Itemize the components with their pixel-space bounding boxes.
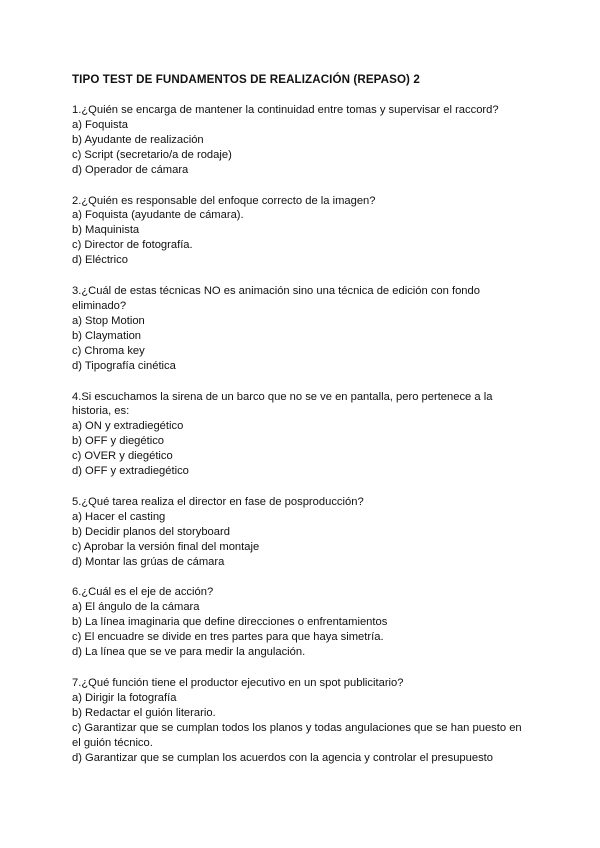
- answer-option-c: c) OVER y diegético: [72, 450, 173, 463]
- question-text: 7.¿Qué función tiene el productor ejecutivo en un spot publicitario?: [72, 677, 404, 689]
- answer-option-d: d) La línea que se ve para medir la angulación.: [72, 646, 306, 659]
- answer-option-a: a) Foquista (ayudante de cámara).: [72, 209, 244, 222]
- answer-option-a: a) ON y extradiegético: [72, 420, 184, 433]
- answer-option-c: c) Script (secretario/a de rodaje): [72, 148, 232, 161]
- answer-option-a: a) Dirigir la fotografía: [72, 691, 177, 704]
- question-text: 3.¿Cuál de estas técnicas NO es animación sino una técnica de edición con fondo eliminado?: [72, 285, 480, 312]
- question-text: 5.¿Qué tarea realiza el director en fase de posproducción?: [72, 495, 364, 508]
- question-5: [72, 495, 530, 570]
- question-3: [72, 284, 530, 373]
- question-4: [72, 390, 530, 479]
- answer-option-b: b) Redactar el guión literario.: [72, 706, 216, 719]
- answer-option-c: c) Chroma key: [72, 344, 145, 357]
- answer-option-d: d) Eléctrico: [72, 254, 128, 267]
- answer-option-a: a) Foquista: [72, 118, 128, 131]
- answer-option-b: b) OFF y diegético: [72, 435, 165, 448]
- question-text: 4.Si escuchamos la sirena de un barco que no se ve en pantalla, pero pertenece a la historia, es:: [72, 390, 493, 418]
- answer-option-a: a) Stop Motion: [72, 314, 145, 327]
- answer-option-b: b) Ayudante de realización: [72, 133, 204, 146]
- answer-option-c: c) Aprobar la versión final del montaje: [72, 540, 260, 553]
- question-6: [72, 585, 530, 660]
- answer-option-a: a) El ángulo de la cámara: [72, 601, 200, 614]
- question-1: [72, 103, 530, 178]
- answer-option-d: d) Garantizar que se cumplan los acuerdos con la agencia y controlar el presupuesto: [72, 751, 494, 764]
- answer-option-d: d) Montar las grúas de cámara: [72, 555, 225, 568]
- question-7: [72, 676, 530, 765]
- answer-option-c: c) Director de fotografía.: [72, 239, 193, 252]
- answer-option-d: d) Operador de cámara: [72, 163, 189, 176]
- answer-option-d: d) Tipografía cinética: [72, 359, 176, 372]
- document-title: TIPO TEST DE FUNDAMENTOS DE REALIZACIÓN (REPASO) 2: [72, 73, 420, 86]
- answer-option-b: b) Maquinista: [72, 224, 140, 237]
- question-text: 1.¿Quién se encarga de mantener la continuidad entre tomas y supervisar el raccord?: [72, 104, 499, 116]
- answer-option-b: b) Decidir planos del storyboard: [72, 525, 230, 538]
- answer-option-c: c) Garantizar que se cumplan todos los planos y todas angulaciones que se han puesto en el guión técnico.: [72, 721, 522, 749]
- answer-option-b: b) Claymation: [72, 329, 142, 342]
- question-text: 6.¿Cuál es el eje de acción?: [72, 586, 214, 599]
- answer-option-a: a) Hacer el casting: [72, 510, 166, 523]
- answer-option-b: b) La línea imaginaria que define direcciones o enfrentamientos: [72, 616, 388, 629]
- answer-option-d: d) OFF y extradiegético: [72, 465, 189, 478]
- answer-option-c: c) El encuadre se divide en tres partes para que haya simetría.: [72, 631, 384, 644]
- question-text: 2.¿Quién es responsable del enfoque correcto de la imagen?: [72, 194, 376, 207]
- question-2: [72, 194, 530, 269]
